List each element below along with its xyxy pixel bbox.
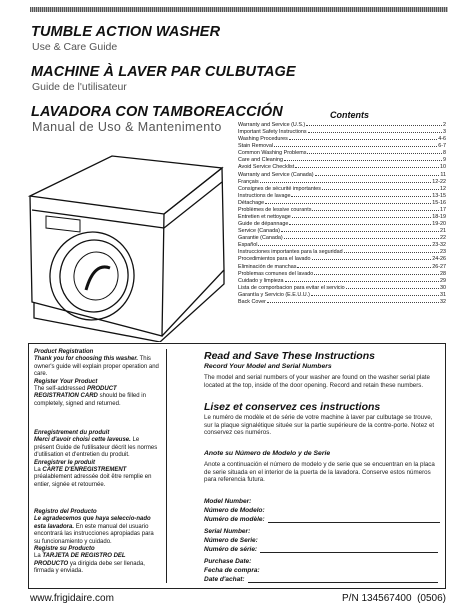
toc-row <box>238 263 446 270</box>
title-spanish: LAVADORA CON TAMBOREACCIÓN <box>31 104 283 120</box>
toc-leader-dots <box>281 227 439 232</box>
toc-leader-dots <box>311 291 439 296</box>
toc-row <box>238 178 446 185</box>
toc-row <box>238 156 446 163</box>
toc-leader-dots <box>315 171 440 176</box>
toc-leader-dots <box>306 121 442 126</box>
toc-page-number: 31 <box>440 291 446 298</box>
toc-page-number: 19-20 <box>432 221 446 228</box>
washer-illustration <box>24 152 236 342</box>
en-registration-heading: Product Registration <box>34 349 94 355</box>
toc-label: Entretien et nettoyage <box>238 214 291 221</box>
toc-row <box>238 298 446 305</box>
toc-row <box>238 135 446 142</box>
toc-page-number: 8 <box>443 150 446 157</box>
toc-label: Détachage <box>238 199 265 206</box>
fr-register-text: La CARTE D'ENREGISTREMENT préalablement adressée doit être remplie en entier, signée et retournée. <box>34 467 152 488</box>
toc-page-number: 2 <box>443 122 446 128</box>
fecha-de-compra-field: Fecha de compra: <box>204 567 260 574</box>
fr-registration-heading: Enregistrement du produit <box>34 430 110 436</box>
model-number-field: Model Number: <box>204 498 252 505</box>
toc-label: Français <box>238 178 259 185</box>
date-achat-field: Date d'achat: <box>204 575 438 583</box>
toc-row <box>238 270 446 277</box>
toc-label: Stain Removal <box>238 143 274 150</box>
english-instructions: The model and serial numbers of your washer are found on the washer serial plate located at the top, inside of the door opening. Record and retain these numbers. <box>204 374 430 389</box>
toc-leader-dots <box>285 277 439 282</box>
toc-row <box>238 206 446 213</box>
title-english: TUMBLE ACTION WASHER <box>31 24 221 40</box>
toc-row <box>238 192 446 199</box>
toc-row <box>238 163 446 170</box>
french-instructions: Le numéro de modèle et de série de votre machine à laver par culbutage se trouve, sur la plaque signalétique située sur la partie supérieure de la contre-porte. Notez et conservez ces numéros. <box>204 414 435 437</box>
spanish-instructions: Anote a continuación el número de modelo y de serie que se encuentran en la placa de serie situada en el interior de la puerta de la lavadora. Conserve estos números para referencia futura. <box>204 461 435 484</box>
spanish-heading: Anote su Número de Modelo y de Serie <box>204 450 331 457</box>
title-french: MACHINE À LAVER PAR CULBUTAGE <box>31 64 296 80</box>
toc-page-number: 11 <box>440 171 446 178</box>
numero-de-modele-field: Numéro de modèle: <box>204 515 440 523</box>
fr-thanks-text: Merci d'avoir choisi cette laveuse. Le présent Guide de l'utilisateur décrit les normes d'utilisation et d'entretien du produit. <box>34 437 158 459</box>
toc-label: Important Safety Instructions <box>238 129 307 136</box>
toc-leader-dots <box>258 241 431 246</box>
numero-de-serie-fr-field: Numéro de série: <box>204 545 438 553</box>
toc-row <box>238 241 446 248</box>
read-save-heading: Read and Save These Instructions <box>204 350 375 362</box>
en-register-heading: Register Your Product <box>34 378 98 385</box>
toc-leader-dots <box>284 156 442 161</box>
toc-leader-dots <box>307 149 442 154</box>
table-of-contents <box>238 121 446 305</box>
toc-label: Procedimientos para el lavado <box>238 256 311 263</box>
toc-page-number: 30 <box>440 284 446 291</box>
numero-de-serie-es-field: Número de Serie: <box>204 537 258 544</box>
toc-leader-dots <box>289 220 431 225</box>
toc-label: Español <box>238 242 258 249</box>
toc-leader-dots <box>292 213 431 218</box>
numero-de-modelo-field: Número de Modelo: <box>204 507 265 514</box>
toc-leader-dots <box>322 185 439 190</box>
model-write-line[interactable] <box>268 517 440 523</box>
toc-row <box>238 128 446 135</box>
subtitle-french: Guide de l'utilisateur <box>32 81 127 93</box>
toc-row <box>238 213 446 220</box>
toc-row <box>238 199 446 206</box>
toc-leader-dots <box>308 128 442 133</box>
toc-leader-dots <box>274 142 437 147</box>
toc-label: Garantie (Canada) <box>238 235 283 242</box>
toc-label: Washing Procedures <box>238 136 288 143</box>
toc-label: Warranty and Service (U.S.) <box>238 122 306 128</box>
subtitle-spanish: Manual de Uso & Mantenimento <box>32 120 222 134</box>
toc-page-number: 4-6 <box>438 136 446 143</box>
toc-row <box>238 185 446 192</box>
en-register-text: The self-addressed PRODUCT REGISTRATION CARD should be filled in completely, signed and returned. <box>34 386 146 407</box>
es-registration-heading: Registro del Producto <box>34 509 97 515</box>
toc-label: Guide de dépannage <box>238 221 289 228</box>
registration-spanish <box>34 509 160 576</box>
toc-page-number: 17 <box>440 206 446 213</box>
toc-page-number: 6-7 <box>438 143 446 150</box>
toc-label: Garantía y Servicio (E.E.U.U.) <box>238 291 310 298</box>
toc-label: Care and Cleaning <box>238 157 283 164</box>
website-url: www.frigidaire.com <box>30 593 114 604</box>
part-number: P/N 134567400 (0506) <box>342 593 446 604</box>
toc-leader-dots <box>344 248 439 253</box>
toc-row <box>238 277 446 284</box>
serial-write-line[interactable] <box>260 547 438 553</box>
toc-leader-dots <box>297 263 431 268</box>
toc-leader-dots <box>346 284 439 289</box>
toc-leader-dots <box>289 135 437 140</box>
toc-label: Service (Canada) <box>238 228 280 235</box>
toc-leader-dots <box>295 163 439 168</box>
toc-row <box>238 248 446 255</box>
toc-page-number: 23-32 <box>432 242 446 249</box>
toc-leader-dots <box>312 206 439 211</box>
toc-label: Lista de comporbacion para evitar el servicio <box>238 284 345 291</box>
toc-page-number: 15-16 <box>432 199 446 206</box>
contents-title: Contents <box>330 110 369 120</box>
purchase-write-line[interactable] <box>248 577 438 583</box>
toc-page-number: 32 <box>440 298 446 305</box>
record-numbers-heading: Record Your Model and Serial Numbers <box>204 363 332 370</box>
toc-row <box>238 291 446 298</box>
toc-page-number: 13-15 <box>432 192 446 199</box>
toc-page-number: 12-22 <box>432 178 446 185</box>
toc-leader-dots <box>291 192 431 197</box>
toc-row <box>238 149 446 156</box>
french-heading: Lisez et conservez ces instructions <box>204 401 381 413</box>
en-thanks-text: Thank you for choosing this washer. This owner's guide will explain proper operation and care. <box>34 356 159 378</box>
toc-page-number: 3 <box>443 129 446 136</box>
toc-label: Eliminación de manchas <box>238 263 297 270</box>
toc-page-number: 10 <box>440 164 446 171</box>
serial-number-field: Serial Number: <box>204 528 251 535</box>
toc-label: Problemas comunes del lavado <box>238 270 314 277</box>
toc-page-number: 29 <box>440 277 446 284</box>
toc-row <box>238 255 446 262</box>
toc-label: Back Cover <box>238 298 266 305</box>
toc-row <box>238 227 446 234</box>
subtitle-english: Use & Care Guide <box>32 41 118 53</box>
registration-english <box>34 349 160 408</box>
toc-page-number: 28 <box>440 270 446 277</box>
toc-leader-dots <box>267 298 439 303</box>
registration-french <box>34 430 160 489</box>
toc-row <box>238 220 446 227</box>
top-rule <box>30 7 448 12</box>
toc-page-number: 12 <box>440 185 446 192</box>
toc-row <box>238 121 446 128</box>
toc-page-number: 18-19 <box>432 214 446 221</box>
toc-page-number: 21 <box>440 228 446 235</box>
toc-page-number: 26-27 <box>432 263 446 270</box>
toc-leader-dots <box>260 178 432 183</box>
toc-label: Avoid Service Checklist <box>238 164 295 171</box>
toc-page-number: 9 <box>443 157 446 164</box>
toc-page-number: 24-26 <box>432 256 446 263</box>
toc-leader-dots <box>265 199 431 204</box>
es-register-heading: Registre su Producto <box>34 546 95 553</box>
toc-page-number: 22 <box>440 235 446 242</box>
toc-label: Problèmes de lessive courants <box>238 206 312 213</box>
toc-row <box>238 142 446 149</box>
fr-register-heading: Enregistrer le produit <box>34 459 96 466</box>
toc-label: Common Washing Problems <box>238 150 307 157</box>
toc-leader-dots <box>312 255 432 260</box>
es-thanks-text: Le agradecemos que haya seleccio-nado esta lavadora. En este manual del usuario encontrará las instrucciones apropiadas para su funcionamiento y cuidado. <box>34 516 154 545</box>
toc-row <box>238 284 446 291</box>
toc-label: Consignes de sécurité importantes <box>238 185 321 192</box>
toc-label: Instrucciones importantes para la seguridad <box>238 249 343 256</box>
toc-leader-dots <box>284 234 439 239</box>
toc-leader-dots <box>314 270 439 275</box>
toc-label: Cuidado y limpieza <box>238 277 284 284</box>
es-register-text: La TARJETA DE REGISTRO DEL PRODUCTO ya dirigida debe ser llenada, firmada y enviada. <box>34 553 145 575</box>
panel-divider <box>166 349 167 583</box>
toc-label: Instructions de lavage <box>238 192 291 199</box>
toc-row <box>238 171 446 178</box>
toc-row <box>238 234 446 241</box>
toc-page-number: 23 <box>440 249 446 256</box>
toc-label: Warranty and Service (Canada) <box>238 171 314 178</box>
purchase-date-field: Purchase Date: <box>204 558 252 565</box>
